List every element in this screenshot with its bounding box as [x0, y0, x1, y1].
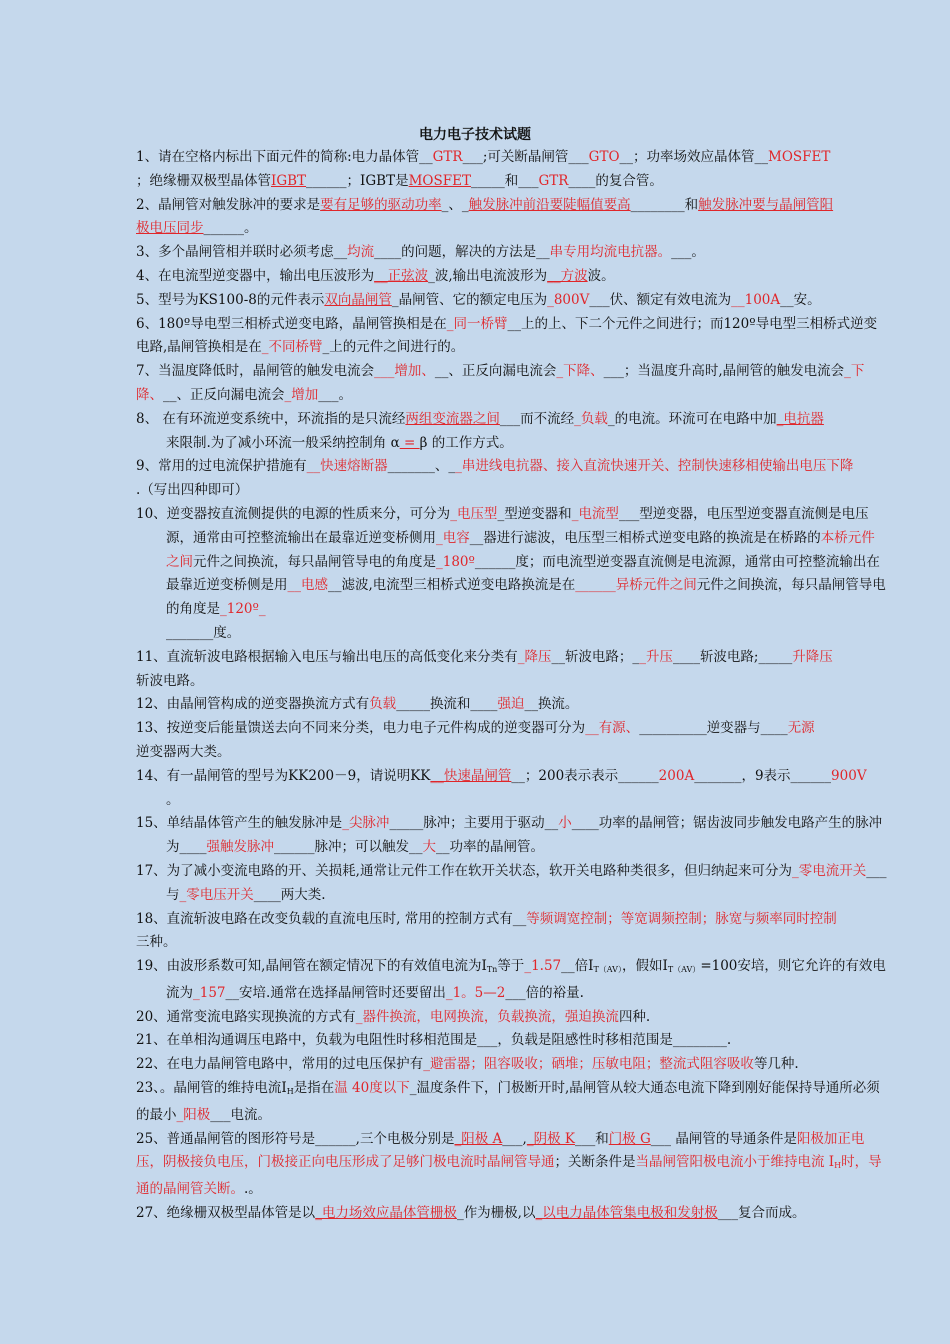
answer: 等频调宽控制；等宽调频控制；脉宽与频率同时控制 — [526, 910, 837, 927]
question-3: 3、多个晶闸管相并联时必须考虑__均流____的问题，解决的方法是__串专用均流电抗器。___。 — [136, 244, 705, 261]
answer: GTR — [432, 149, 463, 165]
question-list — [136, 146, 888, 1226]
question-14: 14、有一晶闸管的型号为KK200－9，请说明KK__快速晶闸管__；200表示表示______200A_______，9表示______900V 。 — [136, 767, 867, 808]
answer: 均流 — [347, 244, 375, 261]
answer: _电力场效应晶体管栅极 — [315, 1205, 457, 1222]
question-23: 23、。晶闸管的维持电流$I_H$是指在温 40度以下_温度条件下，门极断开时,晶闸管从较大通态电流下降到刚好能保持导通所必须的最小_阳极___电流。 — [136, 1080, 880, 1123]
answer: MOSFET — [408, 172, 471, 189]
question-4: 4、在电流型逆变器中，输出电压波形为__正弦波_波,输出电流波形为__方波波。 — [136, 267, 615, 284]
answer: _1.57 — [524, 958, 562, 975]
answer: = — [399, 434, 420, 451]
answer: 当晶闸管阳极电流小于维持电流 I — [635, 1154, 835, 1171]
answer: 小 — [558, 815, 572, 832]
question-17: 17、为了减小变流电路的开、关损耗,通常让元件工作在软开关状态，软开关电路种类很多，但归纳起来可分为_零电流开关___与_零电压开关____两大类. — [136, 862, 887, 903]
answer: _电流型 — [571, 505, 619, 522]
answer: __快速晶闸管 — [430, 767, 512, 784]
question-5: 5、型号为KS100-8的元件表示双向晶闸管_晶闸管、它的额定电压为_800V___伏、额定有效电流为__100A__安。 — [136, 291, 821, 308]
answer: 升降压 — [792, 648, 833, 665]
answer: 200A — [658, 767, 695, 784]
answer: _零电流开关 — [791, 862, 867, 879]
answer: __100A — [731, 291, 781, 308]
answer: 强迫 — [497, 696, 525, 713]
answer: _增加 — [284, 386, 319, 403]
answer: _电压型 — [450, 505, 498, 522]
question-22: 22、在电力晶闸管电路中，常用的过电压保护有_避雷器；阻容吸收；硒堆；压敏电阻；整流式阻容吸收等几种. — [136, 1056, 799, 1073]
answer: ___增加、 — [374, 363, 435, 380]
answer: _器件换流，电网换流，负载换流，强迫换流 — [355, 1008, 619, 1025]
answer: _157 — [193, 984, 226, 1001]
answer: IGBT — [271, 172, 307, 189]
answer: 触发脉冲要与晶闸管阳 — [698, 196, 834, 213]
answer: __电感 — [287, 577, 328, 594]
answer: 大 — [422, 839, 436, 856]
answer: ______异桥元件之间 — [575, 577, 697, 594]
question-20: 20、通常变流电路实现换流的方式有_器件换流，电网换流，负载换流，强迫换流四种. — [136, 1008, 651, 1025]
answer: _下降、 — [556, 363, 604, 380]
answer: _串进线电抗器、接入直流快速开关、控制快速移相使输出电压下降 — [455, 458, 854, 475]
question-25: 25、普通晶闸管的图形符号是______,三个电极分别是_阳极 A___,_阴极 K___和门极 G___ 晶闸管的导通条件是阳极加正电压，阴极接负电压，门极接正向电压形成了足够门极电流时晶闸管导通；关断条件是当晶闸管阳极电流小于维持电流 $I_H$时，导通的晶闸管关断。.。 — [136, 1130, 882, 1198]
question-18: 18、直流斩波电路在改变负载的直流电压时, 常用的控制方式有__等频调宽控制；等宽调频控制；脉宽与频率同时控制 三种。 — [136, 910, 837, 951]
answer: 温 40度以下 — [334, 1080, 410, 1097]
question-6: 6、180º导电型三相桥式逆变电路，晶闸管换相是在_同一桥臂__上的上、下二个元件之间进行；而120º导电型三相桥式逆变电路,晶闸管换相是在_不同桥臂_上的元件之间进行的。 — [136, 315, 878, 356]
answer: 两组变流器之间 — [405, 410, 500, 427]
answer: 阳极加正电压，阴极接负电压，门极接正向电压形成了足够门极电流时晶闸管导通 — [136, 1130, 865, 1171]
answer: _180º — [436, 553, 475, 570]
answer: 串专用均流电抗器。 — [549, 244, 672, 261]
answer: GTR — [538, 172, 569, 189]
answer: 时，导通的晶闸管关断。 — [136, 1154, 882, 1198]
answer: _120º_ — [220, 601, 266, 618]
answer: __快速熔断器 — [306, 458, 388, 475]
answer: 触发脉冲前沿要陡幅值要高 — [468, 196, 631, 213]
answer: 双向晶闸管 — [324, 291, 392, 308]
answer: _阳极 A — [454, 1130, 503, 1147]
answer: _升压 — [639, 648, 673, 665]
question-1: 1、请在空格内标出下面元件的简称:电力晶体管__GTR___;可关断晶闸管___GTO__；功率场效应晶体管__MOSFET ；绝缘栅双极型晶体管IGBT______；IGBT是MOSFET_____和___GTR____的复合管。 — [136, 149, 831, 189]
answer: MOSFET — [768, 149, 831, 165]
question-9: 9、常用的过电流保护措施有__快速熔断器_______、__串进线电抗器、接入直流快速开关、控制快速移相使输出电压下降 .（写出四种即可） — [136, 458, 854, 499]
answer: 极电压同步 — [136, 220, 204, 237]
question-7: 7、当温度降低时，晶闸管的触发电流会___增加、__、正反向漏电流会_下降、___；当温度升高时,晶闸管的触发电流会_下降、__、正反向漏电流会_增加___。 — [136, 363, 865, 403]
answer: _800V — [547, 291, 590, 308]
answer: _同一桥臂 — [446, 315, 508, 332]
answer: GTO — [588, 149, 620, 165]
answer: _以电力晶体管集电极和发射极 — [535, 1205, 718, 1222]
answer: 负载 — [369, 696, 397, 713]
question-27: 27、绝缘栅双极型晶体管是以_电力场效应晶体管栅极_作为栅极,以_以电力晶体管集电极和发射极___复合而成。 — [136, 1205, 806, 1222]
answer: _降压 — [517, 648, 552, 665]
answer: _下降、 — [136, 363, 865, 403]
question-15: 15、单结晶体管产生的触发脉冲是_尖脉冲_____脉冲；主要用于驱动__小____功率的晶闸管；锯齿波同步触发电路产生的脉冲为____强触发脉冲______脉冲；可以触发__大__功率的晶闸管。 — [136, 815, 883, 856]
answer: 门极 G — [608, 1130, 651, 1147]
answer: __方波 — [547, 267, 588, 284]
answer: _尖脉冲 — [342, 815, 390, 832]
question-8: 8、 在有环流逆变系统中，环流指的是只流经两组变流器之间___而不流经_负载_的电流。环流可在电路中加_电抗器 来限制.为了减小环流一般采纳控制角 α = β 的工作方式。 — [136, 410, 824, 451]
answer: 900V — [831, 767, 867, 784]
answer: _电抗器 — [776, 410, 824, 427]
answer: _电容 — [436, 529, 470, 546]
answer: _不同桥臂 — [261, 339, 323, 356]
answer: 要有足够的驱动功率 — [320, 196, 442, 213]
answer: _阳极 — [176, 1106, 211, 1123]
answer: _零电压开关 — [179, 886, 254, 903]
question-11: 11、直流斩波电路根据输入电压与输出电压的高低变化来分类有_降压__斩波电路；__升压____斩波电路;_____升降压 斩波电路。 — [136, 648, 833, 689]
question-12: 12、由晶闸管构成的逆变器换流方式有负载_____换流和____强迫__换流。 — [136, 696, 579, 713]
answer: __有源、 — [585, 720, 640, 737]
question-13: 13、按逆变后能量馈送去向不同来分类，电力电子元件构成的逆变器可分为__有源、__________逆变器与____无源 逆变器两大类。 — [136, 720, 815, 760]
answer: 强触发脉冲 — [206, 839, 274, 856]
answer: 本桥元件之间 — [166, 529, 875, 570]
answer: _1。5—2 — [445, 984, 506, 1001]
question-10: 10、逆变器按直流侧提供的电源的性质来分，可分为_电压型_型逆变器和_电流型___型逆变器，电压型逆变器直流侧是电压源，通常由可控整流输出在最靠近逆变桥侧用_电容__器进行滤波，电压型三相桥式逆变电路的换流是在桥路的本桥元件之间元件之间换流，每只晶闸管导电的角度是_180º______度；而电流型逆变器直流侧是电流源，通常由可控整流输出在最靠近逆变桥侧是用__电感__滤波,电流型三相桥式逆变电路换流是在______异桥元件之间元件之间换流，每只晶闸管导电的角度是_120º_ _______度。 — [136, 505, 886, 641]
question-21: 21、在单相沟通调压电路中，负载为电阻性时移相范围是___，负载是阻感性时移相范围是________. — [136, 1032, 732, 1049]
answer: _负载 — [574, 410, 608, 427]
question-19: 19、由波形系数可知,晶闸管在额定情况下的有效值电流为$I_{Tn}$等于_1.57__倍$I_{T(AV)}$，假如$I_{T(AV)}=100$安培，则它允许的有效电流为_157__安培.通常在选择晶闸管时还要留出_1。5—2___倍的裕量. — [136, 958, 886, 1001]
answer: 无源 — [787, 720, 815, 737]
answer: __正弦波 — [374, 267, 429, 284]
answer: _避雷器；阻容吸收；硒堆；压敏电阻；整流式阻容吸收 — [423, 1056, 754, 1073]
answer: _阴极 K — [526, 1130, 575, 1147]
question-2: 2、晶闸管对触发脉冲的要求是要有足够的驱动功率_、_触发脉冲前沿要陡幅值要高________和触发脉冲要与晶闸管阳 极电压同步______。 — [136, 196, 834, 237]
page-title: 电力电子技术试题 — [419, 127, 531, 143]
